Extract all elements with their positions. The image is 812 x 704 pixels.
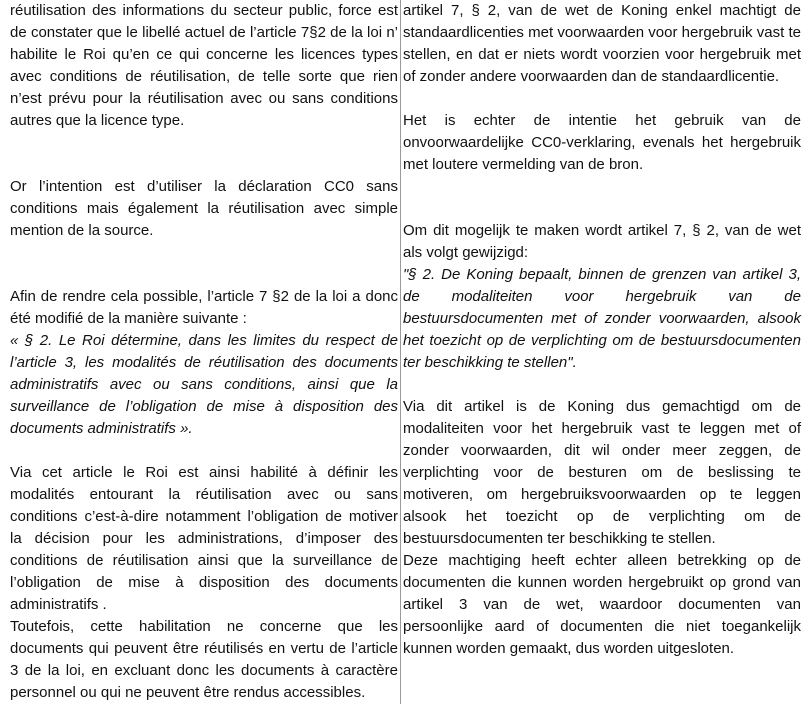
fr-quoted-article: « § 2. Le Roi détermine, dans les limites du respect de l’article 3, les modalités de réutilisation des documents administratifs avec ou sans conditions, ainsi que la surveillance de l’obligation de mise à disposition des documents administratifs ». bbox=[10, 332, 398, 437]
nl-quoted-article: "§ 2. De Koning bepaalt, binnen de grenzen van artikel 3, de modaliteiten voor hergebruik van de bestuursdocumenten met of zonder voorwaarden, alsook het toezicht op de verplichting om de bestuursdocumenten ter beschikking te stellen". bbox=[403, 266, 801, 371]
nl-paragraph-1: artikel 7, § 2, van de wet de Koning enkel machtigt de standaardlicenties met voorwaarden voor hergebruik vast te stellen, en dat er niets wordt voorzien voor hergebruik met of zonder andere voorwaarden dan de standaardlicentie. bbox=[403, 2, 801, 85]
fr-paragraph-5: Toutefois, cette habilitation ne concerne que les documents qui peuvent être réutilisés en vertu de l’article 3 de la loi, en excluant donc les documents à caractère personnel ou qui ne peuvent être rendus accessibles. bbox=[10, 618, 398, 701]
fr-paragraph-3: Afin de rendre cela possible, l’article 7 §2 de la loi a donc été modifié de la manière suivante : bbox=[10, 288, 398, 327]
dutch-column bbox=[403, 0, 801, 704]
column-divider bbox=[400, 0, 401, 704]
french-column bbox=[10, 0, 398, 704]
nl-paragraph-5: Deze machtiging heeft echter alleen betrekking op de documenten die kunnen worden hergebruikt op grond van artikel 3 van de wet, waardoor documenten van persoonlijke aard of documenten die niet toegankelijk kunnen worden gemaakt, dus worden uitgesloten. bbox=[403, 552, 801, 657]
nl-paragraph-4: Via dit artikel is de Koning dus gemachtigd om de modaliteiten voor het hergebruik vast te leggen met of zonder voorwaarden, dit wil onder meer zeggen, de verplichting voor de besturen om de beslissing te motiveren, om hergebruiksvoorwaarden op te leggen alsook het toezicht op de verplichting om de bestuursdocumenten ter beschikking te stellen. bbox=[403, 398, 801, 547]
nl-paragraph-2: Het is echter de intentie het gebruik van de onvoorwaardelijke CC0-verklaring, evenals het hergebruik met loutere vermelding van de bron. bbox=[403, 112, 801, 173]
fr-paragraph-4: Via cet article le Roi est ainsi habilité à définir les modalités entourant la réutilisation avec ou sans conditions c’est-à-dire notamment l’obligation de motiver la décision pour les administrations, d’imposer des conditions de réutilisation ainsi que la surveillance de l’obligation de mise à disposition des documents administratifs . bbox=[10, 464, 398, 613]
nl-paragraph-3: Om dit mogelijk te maken wordt artikel 7, § 2, van de wet als volgt gewijzigd: bbox=[403, 222, 801, 261]
fr-paragraph-1: réutilisation des informations du secteur public, force est de constater que le libellé actuel de l’article 7§2 de la loi n’ habilite le Roi qu’en ce qui concerne les licences types avec conditions de réutilisation, de telle sorte que rien n’est prévu pour la réutilisation avec ou sans conditions autres que la licence type. bbox=[10, 2, 398, 129]
fr-paragraph-2: Or l’intention est d’utiliser la déclaration CC0 sans conditions mais également la réutilisation avec simple mention de la source. bbox=[10, 178, 398, 239]
